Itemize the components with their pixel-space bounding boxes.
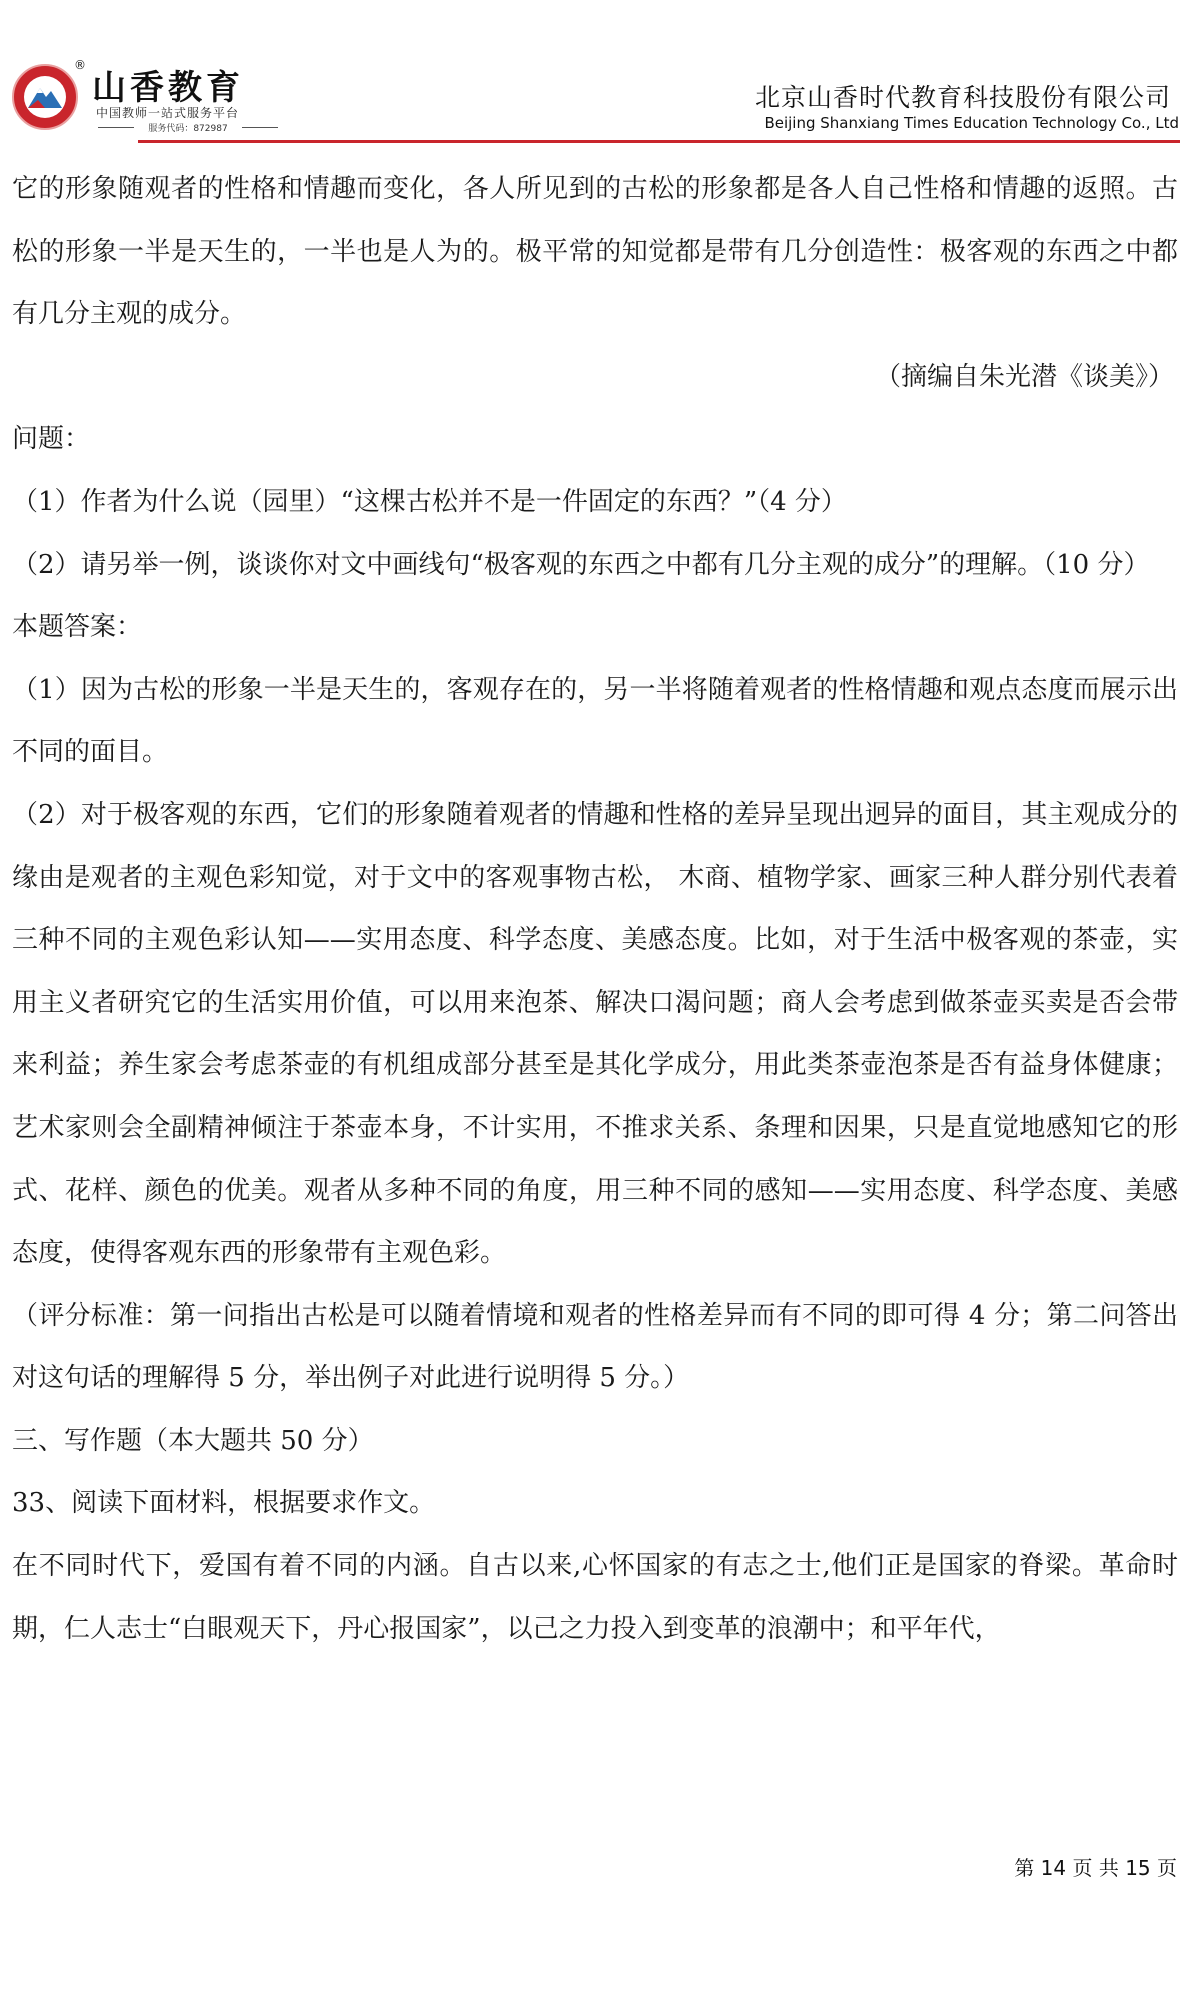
question-2: （2）请另举一例，谈谈你对文中画线句“极客观的东西之中都有几分主观的成分”的理解。（10 分） <box>12 549 1150 580</box>
answer-1: （1）因为古松的形象一半是天生的，客观存在的，另一半将随着观者的性格情趣和观点态度而展示出不同的面目。 <box>12 674 1178 768</box>
registered-mark: ® <box>74 58 86 72</box>
company-name-en: Beijing Shanxiang Times Education Technology Co., Ltd <box>764 114 1179 132</box>
question-heading: 问题： <box>12 424 91 455</box>
service-code <box>98 121 278 133</box>
source-citation: （摘编自朱光潜《谈美》） <box>874 361 1174 392</box>
company-name-cn: 北京山香时代教育科技股份有限公司 <box>754 83 1171 112</box>
answer-heading: 本题答案： <box>12 612 143 643</box>
service-code-text: 服务代码：872987 <box>148 124 228 134</box>
scoring-criteria: （评分标准：第一问指出古松是可以随着情境和观者的性格差异而有不同的即可得 4 分；第二问答出对这句话的理解得 5 分，举出例子对此进行说明得 5 分。） <box>12 1300 1178 1394</box>
brand-slogan: 中国教师一站式服务平台 <box>96 106 240 120</box>
page-number: 第 14 页 共 15 页 <box>1014 1856 1177 1880</box>
shanxiang-logo <box>12 64 78 130</box>
page-header <box>0 0 1201 150</box>
brand-name: 山香教育 <box>92 68 244 108</box>
material-paragraph: 在不同时代下，爱国有着不同的内涵。自古以来,心怀国家的有志之士,他们正是国家的脊梁。革命时期，仁人志士“白眼观天下，丹心报国家”，以己之力投入到变革的浪潮中；和平年代， <box>12 1551 1178 1644</box>
section-heading-writing: 三、写作题（本大题共 50 分） <box>12 1425 374 1456</box>
question-33: 33、阅读下面材料，根据要求作文。 <box>12 1488 436 1519</box>
passage-paragraph: 它的形象随观者的性格和情趣而变化，各人所见到的古松的形象都是各人自己性格和情趣的返照。古松的形象一半是天生的，一半也是人为的。极平常的知觉都是带有几分创造性：极客观的东西之中都有几分主观的成分。 <box>12 174 1178 330</box>
page-body <box>12 158 1178 1660</box>
answer-2: （2）对于极客观的东西，它们的形象随着观者的情趣和性格的差异呈现出迥异的面目，其主观成分的缘由是观者的主观色彩知觉，对于文中的客观事物古松， 木商、植物学家、画家三种人群分别代表着三种不同的主观色彩认知——实用态度、科学态度、美感态度。比如，对于生活中极客观的茶壶，实用主义者研究它的生活实用价值，可以用来泡茶、解决口渴问题；商人会考虑到做茶壶买卖是否会带来利益；养生家会考虑茶壶的有机组成部分甚至是其化学成分，用此类茶壶泡茶是否有益身体健康；艺术家则会全副精神倾注于茶壶本身，不计实用，不推求关系、条理和因果，只是直觉地感知它的形式、花样、颜色的优美。观者从多种不同的角度，用三种不同的感知——实用态度、科学态度、美感态度，使得客观东西的形象带有主观色彩。 <box>12 799 1178 1269</box>
header-divider <box>138 140 1180 143</box>
question-1: （1）作者为什么说（园里）“这棵古松并不是一件固定的东西？”（4 分） <box>12 486 847 517</box>
mountain-logo-icon <box>14 66 76 128</box>
